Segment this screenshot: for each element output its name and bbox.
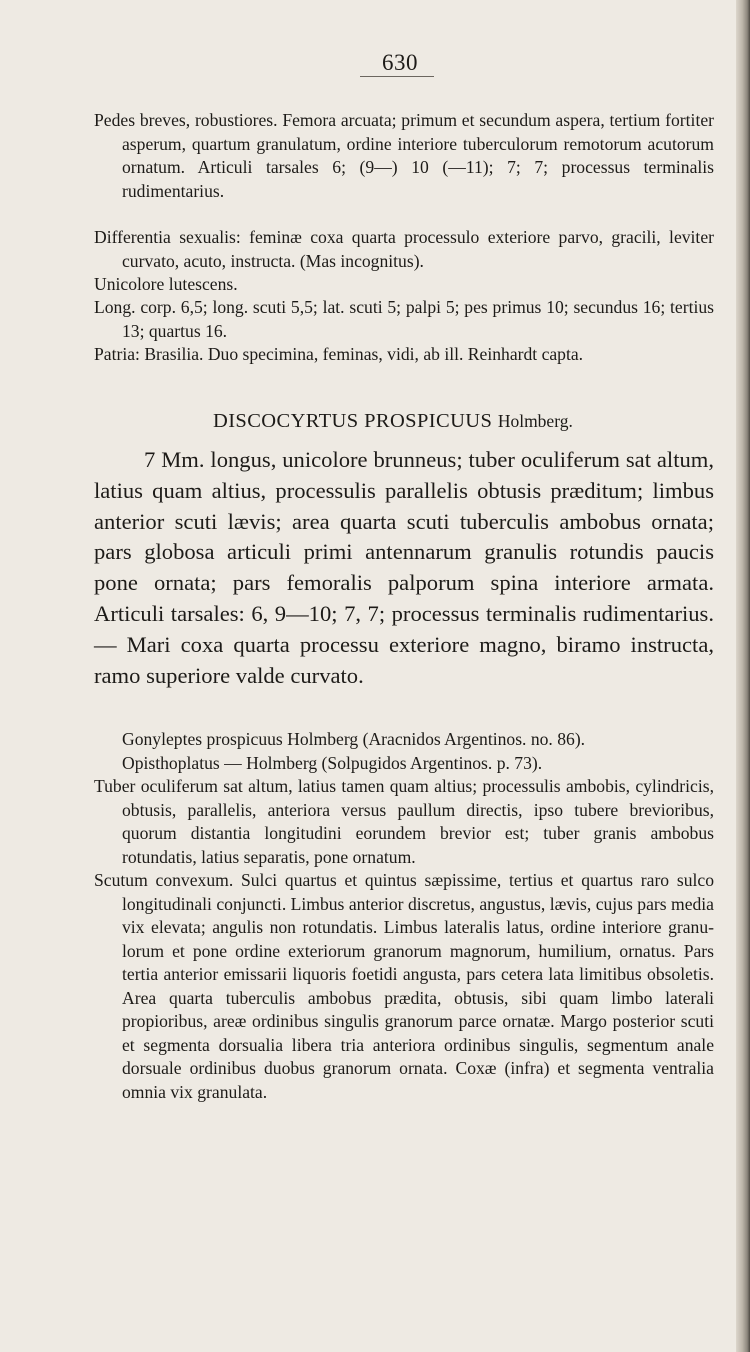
species-author: Holmberg. xyxy=(497,411,573,431)
paragraph-legs: Pedes breves, robustiores. Femora arcuata; primum et secundum aspera, tertium fortiter asperum, quartum granulatum, ordine interiore tuberculorum remotorum acutorum ornatum. Articuli tarsales 6; (9—) 10 (—11); 7; 7; processus terminalis rudimentarius. xyxy=(94,110,714,201)
paragraph-scutum: Scutum convexum. Sulci quartus et quintus sæpissime, tertius et quartus raro sulco longitudinali conjuncti. Limbus anterior discretus, angustus, lævis, cujus pars media vix elevata; angulis non rotundatis. Limbus lateralis latus, ordine interiore granulorum et pone ordine exteriorum granorum magnorum, humilium, ornatus. Pars tertia anterior emissarii liquoris foetidi angusta, pars cetera lata limitibus obsoletis. Area quarta tuberculis ambobus prædita, obtusis, sibi quam limbo laterali propioribus, areæ ordinibus singulis granorum parce ornatæ. Margo posterior scuti et segmenta dorsualia libera tria anteriora ordinibus singulis, segmentum anale dorsuale ordinibus duobus granorum ornata. Coxæ (infra) et segmenta ventralia omnia vix granulata. xyxy=(94,870,714,1102)
page-number-rule xyxy=(360,76,434,77)
synonym-line: Opisthoplatus — Holmberg (Solpugidos Argentinos. p. 73). xyxy=(122,752,543,773)
paragraph-measurements: Long. corp. 6,5; long. scuti 5,5; lat. scuti 5; palpi 5; pes primus 10; secundus 16; tertius 13; quartus 16. xyxy=(94,297,714,341)
species-heading xyxy=(213,410,673,433)
paragraph-color: Unicolore lutescens. xyxy=(94,274,238,294)
page-edge-shadow xyxy=(736,0,750,1352)
paragraph-patria: Patria: Brasilia. Duo specimina, feminas, vidi, ab ill. Reinhardt capta. xyxy=(94,344,584,364)
species-name: DISCOCYRTUS PROSPICUUS xyxy=(213,410,493,432)
paragraph-diagnosis: 7 Mm. longus, unicolore brunneus; tuber oculiferum sat altum, latius quam altius, processulis parallelis obtusis præditum; limbus anterior scuti lævis; area quarta scuti tuberculis ambobus ornata; pars globosa articuli primi antennarum granulis rotundis paucis pone ornata; pars femoralis palporum spina interiore armata. Articuli tarsales: 6, 9—10; 7, 7; processus terminalis rudimentarius. — Mari coxa quarta processu exteriore magno, biramo instructa, ramo superiore valde curvato. xyxy=(94,447,714,688)
synonym-line: Gonyleptes prospicuus Holmberg (Aracnidos Argentinos. no. 86). xyxy=(122,729,586,749)
synonym-list xyxy=(94,728,714,775)
paragraph-tuber: Tuber oculiferum sat altum, latius tamen quam altius; processulis ambobis, cylindricis, obtusis, parallelis, anteriora versus paullum directis, ipso tubere brevioribus, quorum distantia longitudini eorundem brevior est; tuber granis ambobus rotundatis, latius separatis, pone ornatum. xyxy=(94,776,714,867)
paragraph-sexual-difference: Differentia sexualis: feminæ coxa quarta processulo exteriore parvo, gracili, leviter curvato, acuto, instructa. (Mas incognitus). xyxy=(94,227,714,271)
page-number: 630 xyxy=(382,50,418,75)
